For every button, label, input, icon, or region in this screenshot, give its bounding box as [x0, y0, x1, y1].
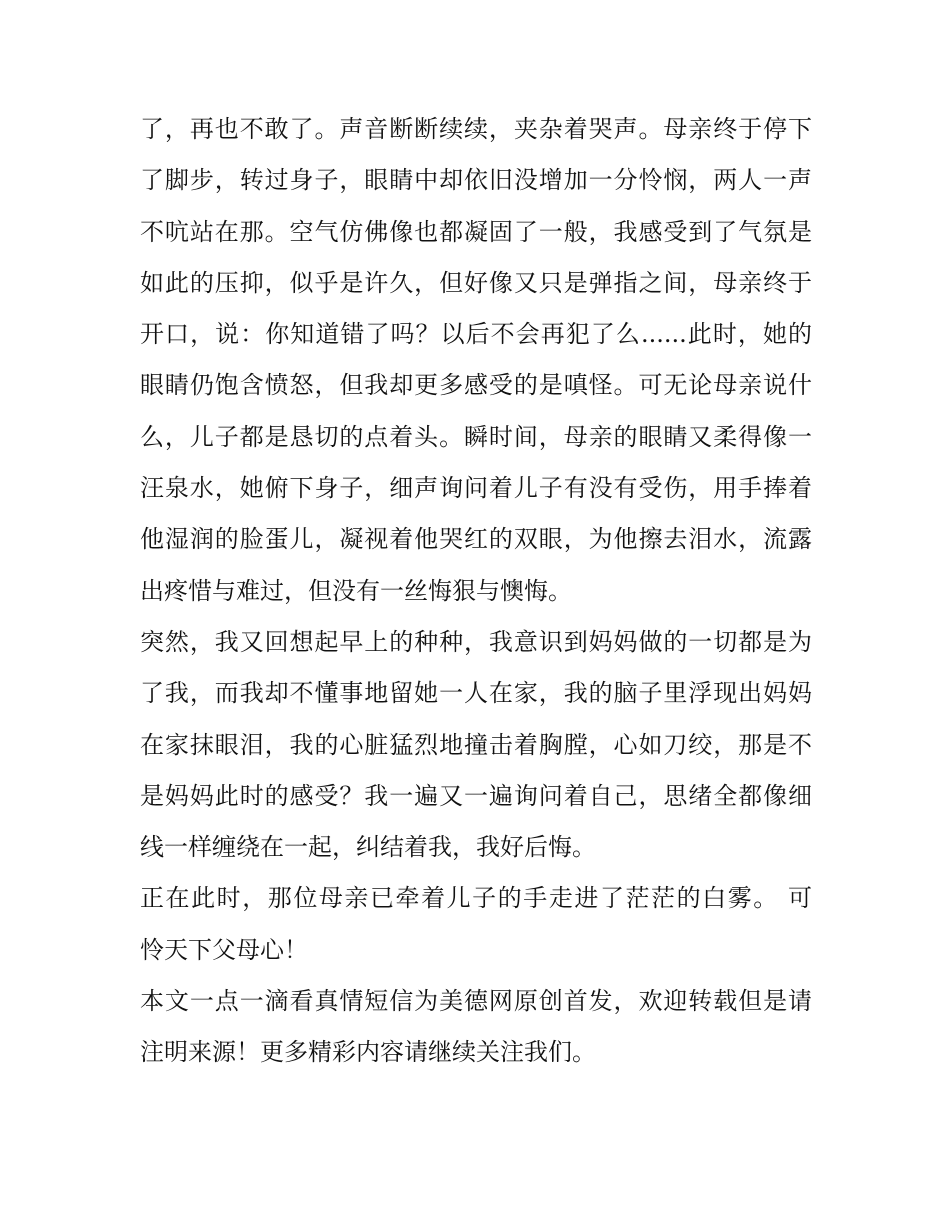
text-line: 了脚步，转过身子，眼睛中却依旧没增加一分怜悯，两人一声: [140, 166, 812, 195]
text-line: 出疼惜与难过，但没有一丝悔狠与懊悔。: [140, 576, 572, 605]
text-line: 在家抹眼泪，我的心脏猛烈地撞击着胸膛，心如刀绞，那是不: [140, 730, 812, 759]
document-body: [140, 104, 812, 1079]
text-line: 眼睛仍饱含愤怒，但我却更多感受的是嗔怪。可无论母亲说什: [140, 371, 812, 400]
paragraph-story-ending: [140, 104, 812, 617]
text-line: 汪泉水，她俯下身子，细声询问着儿子有没有受伤，用手捧着: [140, 474, 812, 503]
text-line: 线一样缠绕在一起，纠结着我，我好后悔。: [140, 833, 596, 862]
text-line: 突然，我又回想起早上的种种，我意识到妈妈做的一切都是为: [140, 627, 812, 656]
text-line: 怜天下父母心！: [140, 935, 308, 964]
text-line: 了我，而我却不懂事地留她一人在家，我的脑子里浮现出妈妈: [140, 679, 812, 708]
text-line: 开口，说：你知道错了吗？以后不会再犯了么......此时，她的: [140, 320, 812, 349]
text-line: 正在此时，那位母亲已牵着儿子的手走进了茫茫的白雾。 可: [140, 884, 812, 913]
text-line: 本文一点一滴看真情短信为美德网原创首发，欢迎转载但是请: [140, 987, 812, 1016]
text-line: 不吭站在那。空气仿佛像也都凝固了一般，我感受到了气氛是: [140, 217, 812, 246]
paragraph-reflection: [140, 617, 812, 873]
text-line: 了，再也不敢了。声音断断续续，夹杂着哭声。母亲终于停下: [140, 115, 812, 143]
paragraph-source-notice: [140, 976, 812, 1079]
paragraph-conclusion: [140, 873, 812, 976]
text-line: 是妈妈此时的感受？我一遍又一遍询问着自己，思绪全都像细: [140, 781, 812, 810]
text-line: 么，儿子都是恳切的点着头。瞬时间，母亲的眼睛又柔得像一: [140, 422, 812, 451]
text-line: 他湿润的脸蛋儿，凝视着他哭红的双眼，为他擦去泪水，流露: [140, 525, 812, 554]
text-line: 如此的压抑，似乎是许久，但好像又只是弹指之间，母亲终于: [140, 268, 812, 297]
text-line: 注明来源！更多精彩内容请继续关注我们。: [140, 1038, 596, 1067]
